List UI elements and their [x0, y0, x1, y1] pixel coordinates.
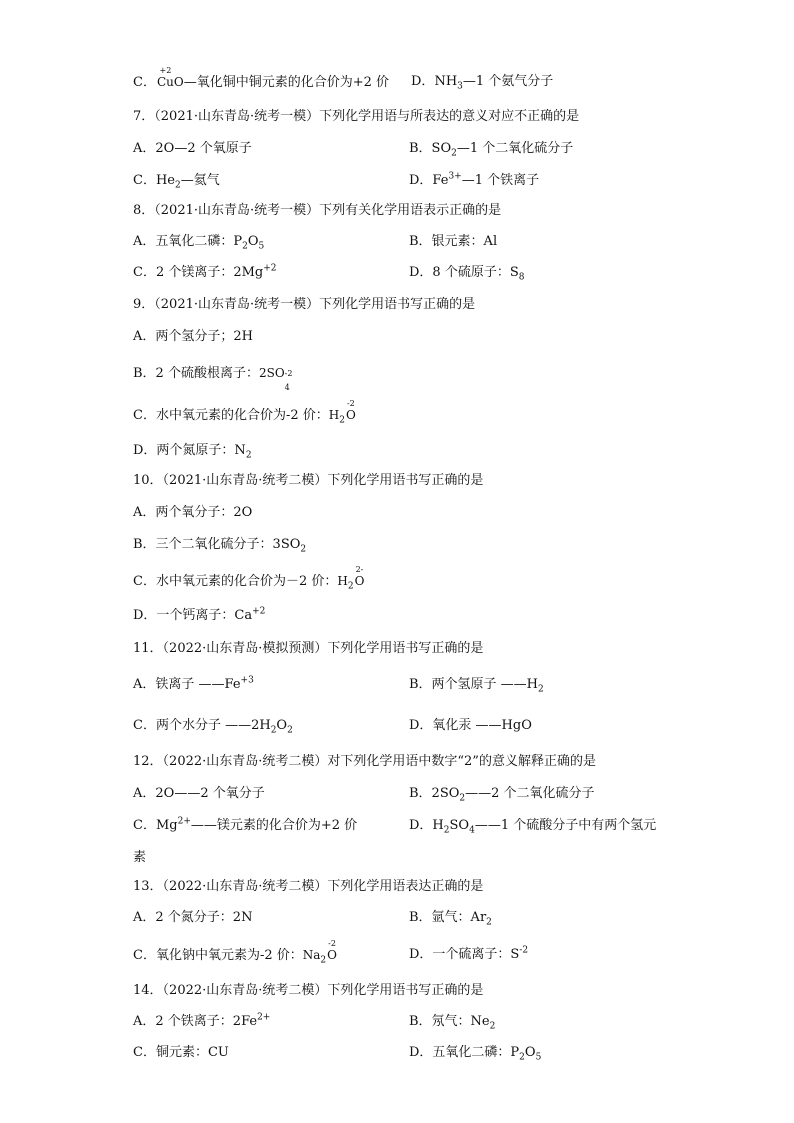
q12-option-c: C．$Mg^{2+}——$镁元素的化合价为+2 价	[133, 816, 358, 833]
q11-option-a: A．铁离子 $——Fe^{+3}$	[133, 675, 254, 692]
q13-option-b: B．氩气：$Ar_2$	[409, 910, 492, 928]
q12-option-b: B．$2SO_2——2$ 个二氧化硫分子	[409, 786, 595, 804]
q9-stem: 9．（2021·山东青岛·统考一模）下列化学用语书写正确的是	[133, 297, 476, 312]
q12-option-d: D．$H_2SO_4——1$ 个硫酸分子中有两个氢元	[409, 818, 657, 836]
q11-option-d: D．氧化汞 ——HgO	[409, 718, 532, 733]
q8-option-c: C．2 个镁离子：$2Mg^{+2}$	[133, 263, 277, 280]
q13-option-a: A．2 个氮分子：2N	[133, 910, 253, 925]
q11-stem: 11．（2022·山东青岛·模拟预测）下列化学用语书写正确的是	[133, 641, 484, 656]
q14-option-b: B．氖气：$Ne_2$	[409, 1014, 496, 1032]
q12-option-a: A．2O——2 个氧分子	[133, 786, 265, 801]
q8-stem: 8．（2021·山东青岛·统考一模）下列有关化学用语表示正确的是	[133, 203, 502, 218]
q10-option-b: B．三个二氧化硫分子：$3SO_2$	[133, 537, 307, 555]
q13-stem: 13．（2022·山东青岛·统考二模）下列化学用语表达正确的是	[133, 879, 484, 894]
q9-option-d: D．两个氮原子：$N_2$	[133, 443, 252, 461]
q12-option-d-continuation: 素	[133, 850, 147, 865]
q11-option-c: C．两个水分子 $——2H_2O_2$	[133, 718, 293, 736]
q8-option-d: D．8 个硫原子：$S_8$	[409, 265, 525, 283]
q7-option-b: B．$SO_2—1$ 个二氧化硫分子	[409, 141, 574, 159]
q8-option-b: B．银元素：Al	[409, 234, 498, 249]
q7-stem: 7．（2021·山东青岛·统考一模）下列化学用语与所表达的意义对应不正确的是	[133, 109, 580, 124]
q14-option-d: D．五氧化二磷：$P_2O_5$	[409, 1045, 542, 1063]
q14-stem: 14．（2022·山东青岛·统考二模）下列化学用语书写正确的是	[133, 983, 484, 998]
q9-option-b: B．2 个硫酸根离子：2SO -2 4	[133, 366, 293, 392]
q9-option-c: C．水中氧元素的化合价为-2 价：$H_2$ -2 O	[133, 399, 356, 426]
valence-formula: +2 Cu	[156, 66, 174, 89]
q9-option-a: A．两个氢分子；2H	[133, 329, 253, 344]
q14-option-c: C．铜元素：CU	[133, 1045, 229, 1060]
q10-option-c: C．水中氧元素的化合价为－2 价：$H_2$ 2- O	[133, 565, 365, 592]
q7-option-c: C．$He_2—$氦气	[133, 173, 220, 191]
q11-option-b: B．两个氢原子 $——H_2$	[409, 677, 544, 695]
q7-option-a: A．2O—2 个氧原子	[133, 141, 252, 156]
q10-option-a: A．两个氧分子：2O	[133, 505, 253, 520]
q8-option-a: A．五氧化二磷：$P_2O_5$	[133, 234, 265, 252]
q13-option-d: D．一个硫离子：$S^{-2}$	[409, 945, 529, 962]
q7-option-d: D．$Fe^{3+}—1$ 个铁离子	[409, 171, 540, 188]
q6-option-c: C． +2 CuO—氧化铜中铜元素的化合价为+2 价	[133, 66, 390, 90]
q10-option-d: D．一个钙离子：$Ca^{+2}$	[133, 606, 266, 623]
q14-option-a: A．2 个铁离子：$2Fe^{2+}$	[133, 1012, 271, 1029]
q10-stem: 10．（2021·山东青岛·统考二模）下列化学用语书写正确的是	[133, 473, 484, 488]
q12-stem: 12．（2022·山东青岛·统考二模）对下列化学用语中数字“2”的意义解释正确的是	[133, 754, 596, 769]
q13-option-c: C．氧化钠中氧元素为-2 价：$Na_2$ -2 O	[133, 939, 337, 966]
q6-option-d: D．$NH_3—1$ 个氨气分子	[411, 74, 554, 92]
